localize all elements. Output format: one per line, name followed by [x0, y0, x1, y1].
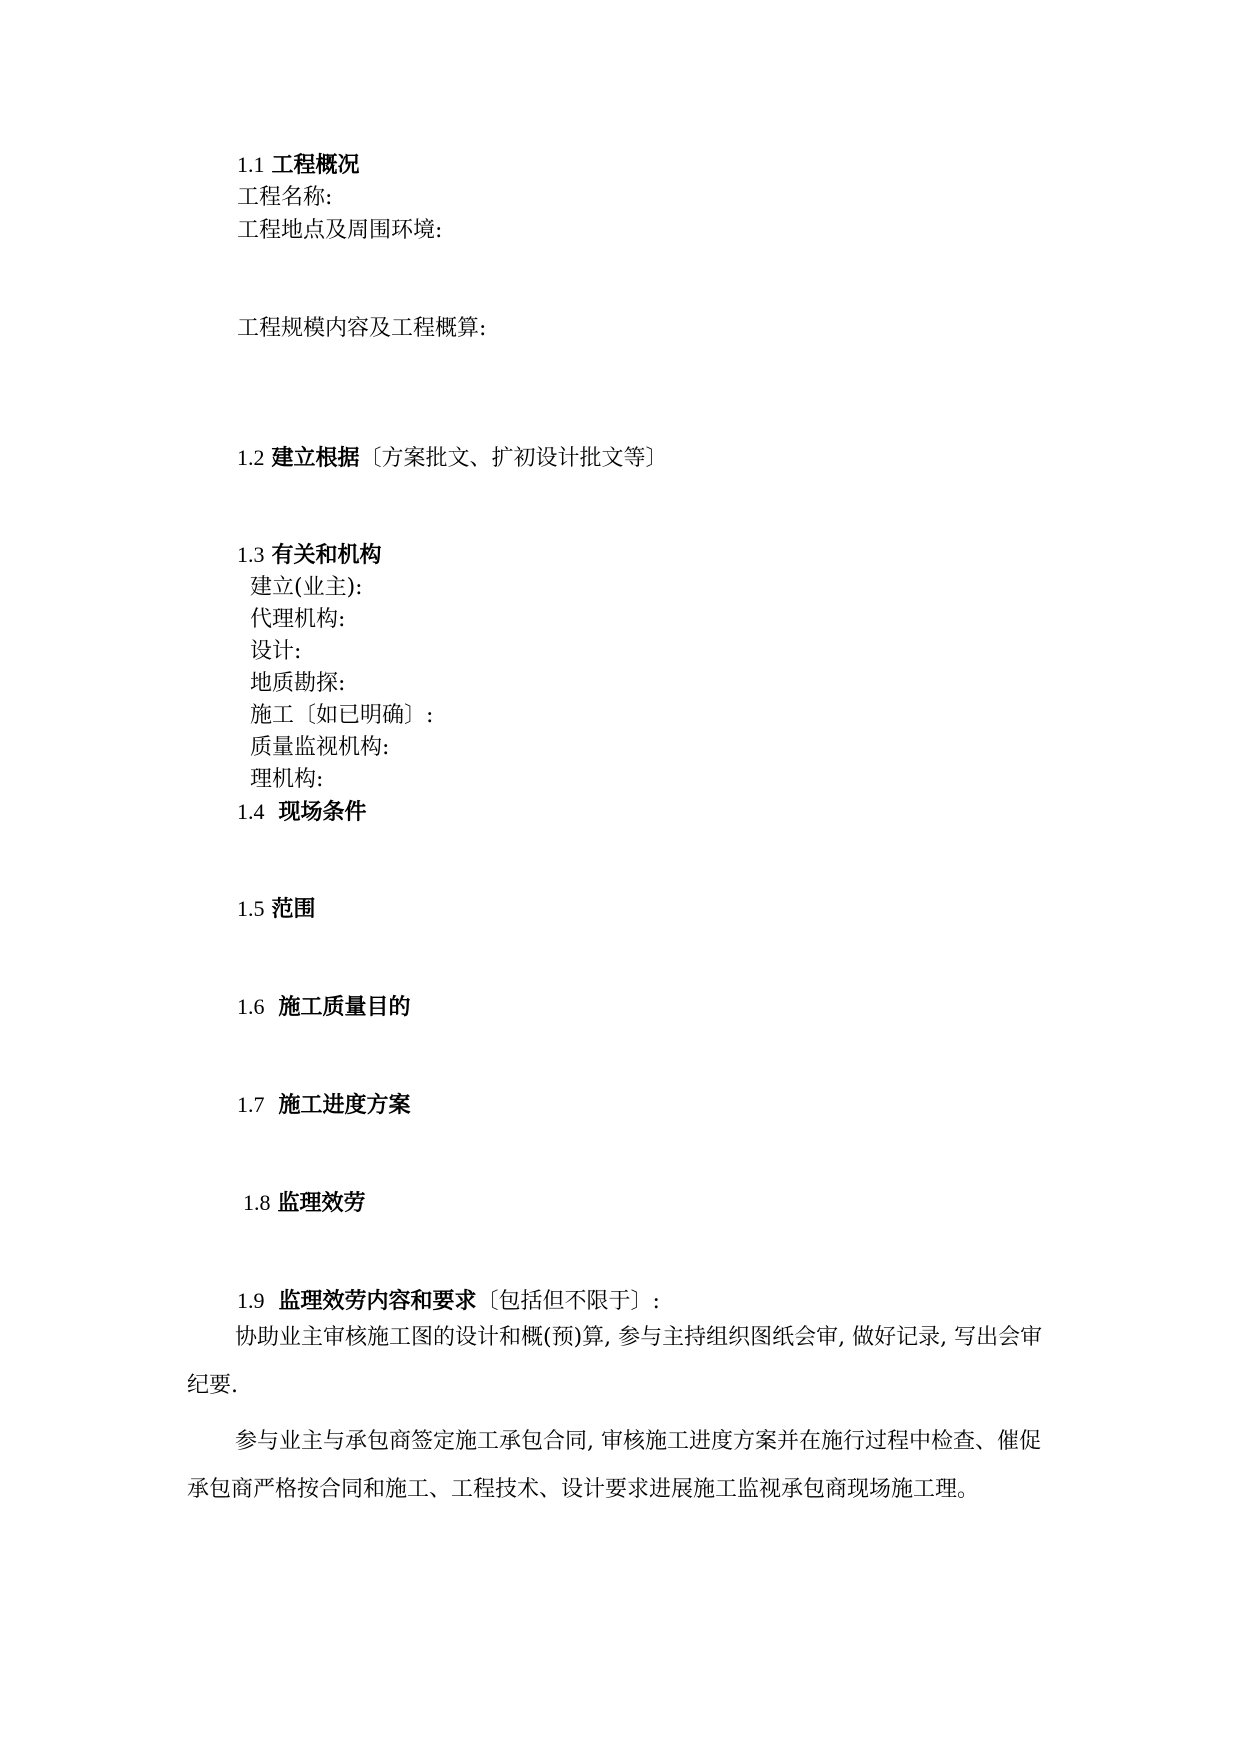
heading-1-5: 1.5 范围 [237, 896, 316, 922]
heading-title: 工程概况 [271, 152, 360, 178]
heading-1-7: 1.7 施工进度方案 [237, 1092, 411, 1118]
heading-title: 范围 [271, 896, 316, 922]
body-paragraph: 协助业主审核施工图的设计和概(预)算, 参与主持组织图纸会审, 做好记录, 写出会审纪要. [187, 1325, 1043, 1398]
field-design: 设计: [250, 639, 302, 664]
heading-title: 建立根据 [271, 445, 360, 471]
heading-title: 施工质量目的 [278, 994, 411, 1020]
body-paragraph: 参与业主与承包商签定施工承包合同, 审核施工进度方案并在施行过程中检查、催促承包商严格按合同和施工、工程技术、设计要求进展施工监视承包商现场施工理。 [187, 1429, 1041, 1502]
heading-title: 监理效劳 [277, 1190, 366, 1216]
field-owner: 建立(业主): [250, 575, 363, 600]
heading-title: 施工进度方案 [278, 1092, 411, 1118]
heading-title: 现场条件 [278, 799, 367, 825]
field-project-scale: 工程规模内容及工程概算: [237, 316, 487, 341]
heading-1-1: 1.1 工程概况 [237, 152, 360, 178]
field-survey: 地质勘探: [250, 671, 346, 696]
heading-1-3: 1.3 有关和机构 [237, 542, 382, 568]
heading-1-4: 1.4 现场条件 [237, 799, 367, 825]
heading-title: 监理效劳内容和要求 [278, 1288, 477, 1314]
field-management: 理机构: [250, 767, 324, 792]
field-agency: 代理机构: [250, 607, 346, 632]
field-construction: 施工〔如已明确〕: [250, 703, 434, 728]
heading-title: 有关和机构 [271, 542, 382, 568]
heading-1-9: 1.9 监理效劳内容和要求〔包括但不限于〕: [237, 1288, 660, 1314]
heading-note: 〔方案批文、扩初设计批文等〕 [359, 446, 668, 471]
heading-1-8: 1.8 监理效劳 [243, 1190, 366, 1216]
field-quality-supervision: 质量监视机构: [250, 735, 390, 760]
field-project-name: 工程名称: [237, 185, 333, 210]
heading-1-6: 1.6 施工质量目的 [237, 994, 411, 1020]
heading-note: 〔包括但不限于〕: [476, 1289, 660, 1314]
field-project-location: 工程地点及周围环境: [237, 218, 443, 243]
heading-1-2: 1.2 建立根据〔方案批文、扩初设计批文等〕 [237, 445, 668, 471]
